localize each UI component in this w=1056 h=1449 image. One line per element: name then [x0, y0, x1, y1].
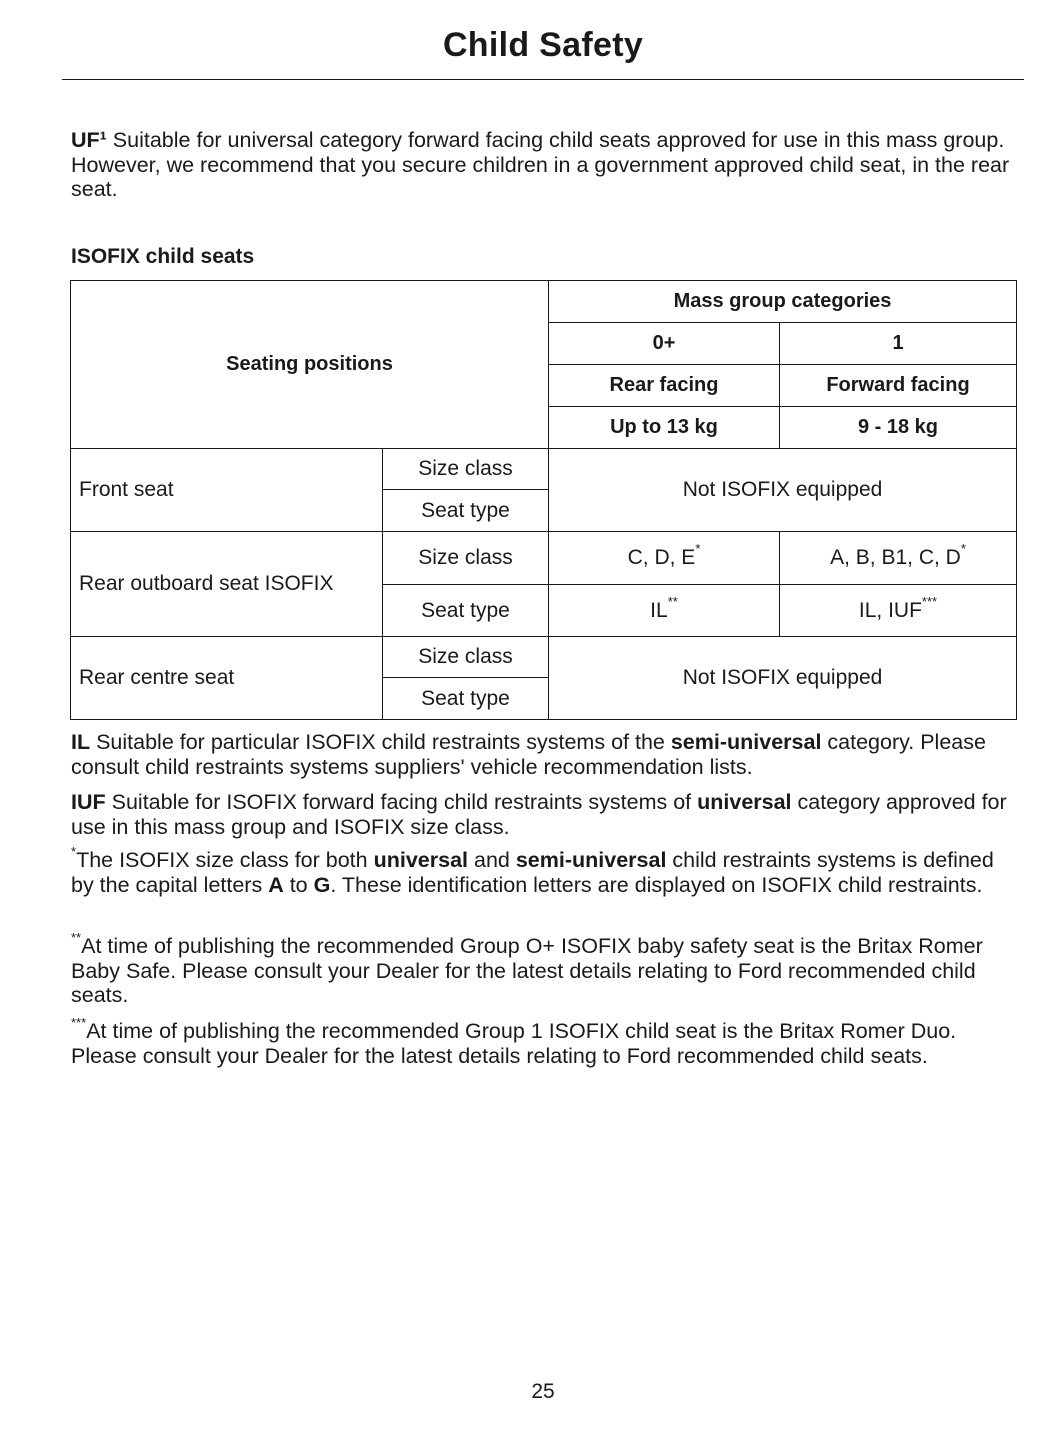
page-number: 25 [531, 1380, 555, 1403]
front-seat-type-label: Seat type [383, 490, 549, 532]
footnote-mark: *** [71, 1015, 87, 1030]
star1-text-4: to [283, 872, 314, 897]
star2-text: At time of publishing the recommended Group O+ ISOFIX baby safety seat is the Britax Romer Baby Safe. Please consult your Dealer for the latest details relating to Ford recommended child seats. [71, 934, 983, 1007]
footnote-mark: ** [667, 593, 678, 609]
rear-outboard-label: Rear outboard seat ISOFIX [71, 532, 383, 637]
uf-label: UF¹ [71, 128, 107, 152]
il-label: IL [71, 730, 91, 754]
footnote-single-star [71, 844, 1021, 897]
rear-centre-size-class-label: Size class [383, 637, 549, 678]
footnote-mark: * [960, 541, 966, 556]
il-bold-1: semi-universal [670, 730, 822, 754]
rear-centre-seat-type-label: Seat type [383, 678, 549, 720]
mass-group-header: Mass group categories [549, 281, 1017, 323]
iuf-text-1: Suitable for ISOFIX forward facing child restraints systems of [105, 790, 698, 814]
weight-group-0plus: Up to 13 kg [549, 407, 780, 449]
iuf-bold-1: universal [697, 790, 792, 814]
rear-outboard-size-class-0plus [549, 532, 780, 585]
star1-text-1: The ISOFIX size class for both [76, 848, 374, 872]
iuf-label: IUF [71, 790, 106, 814]
size-class-value: C, D, E [627, 546, 696, 569]
il-note [71, 730, 1021, 779]
star1-text-2: and [468, 848, 516, 872]
group-1: 1 [780, 323, 1017, 365]
facing-forward: Forward facing [780, 365, 1017, 407]
star1-bold-1: universal [373, 848, 469, 872]
seat-type-value: IL, IUF [858, 598, 922, 622]
footnote-mark: *** [921, 593, 938, 609]
iuf-text-2: category approved for use in this mass group and ISOFIX size class. [71, 790, 1007, 839]
rear-outboard-seat-type-1 [780, 585, 1017, 637]
seating-positions-header: Seating positions [71, 281, 549, 449]
section-heading: ISOFIX child seats [71, 245, 255, 268]
front-seat-label: Front seat [71, 449, 383, 532]
il-text-2: category. Please consult child restraints systems suppliers' vehicle recommendation lists. [71, 730, 986, 779]
page-title: Child Safety [442, 26, 644, 64]
star3-text: At time of publishing the recommended Group 1 ISOFIX child seat is the Britax Romer Duo. Please consult your Dealer for the latest details relating to Ford recommended child seats. [71, 1019, 957, 1068]
uf-note [71, 128, 1021, 202]
facing-rear: Rear facing [549, 365, 780, 407]
seat-type-value: IL [650, 598, 668, 622]
rear-outboard-seat-type-0plus [549, 585, 780, 637]
iuf-note [71, 790, 1021, 839]
size-class-value: A, B, B1, C, D [830, 546, 961, 569]
rear-outboard-size-class-1 [780, 532, 1017, 585]
group-0plus: 0+ [549, 323, 780, 365]
rear-centre-value: Not ISOFIX equipped [549, 637, 1017, 720]
isofix-table [70, 280, 1017, 720]
footnote-triple-star [71, 1015, 1021, 1068]
footnote-mark: * [71, 844, 77, 859]
footnote-double-star [71, 930, 1021, 1008]
title-divider [62, 79, 1024, 80]
footnote-mark: * [695, 541, 701, 556]
star1-text-5: . These identification letters are displayed on ISOFIX child restraints. [330, 872, 983, 897]
star1-bold-4: G [313, 872, 331, 897]
star1-bold-2: semi-universal [515, 848, 667, 872]
uf-text: Suitable for universal category forward facing child seats approved for use in this mass group. However, we recommend that you secure children in a government approved child seat, in the rear seat. [71, 128, 1010, 201]
rear-outboard-size-class-label: Size class [383, 532, 549, 585]
rear-outboard-seat-type-label: Seat type [383, 585, 549, 637]
front-seat-value: Not ISOFIX equipped [549, 449, 1017, 532]
star1-text-3: child restraints systems is defined by the capital letters [71, 848, 994, 897]
weight-group-1: 9 - 18 kg [780, 407, 1017, 449]
footnote-mark: ** [71, 930, 82, 945]
front-size-class-label: Size class [383, 449, 549, 490]
star1-bold-3: A [268, 872, 284, 897]
rear-centre-label: Rear centre seat [71, 637, 383, 720]
il-text-1: Suitable for particular ISOFIX child restraints systems of the [90, 730, 671, 754]
